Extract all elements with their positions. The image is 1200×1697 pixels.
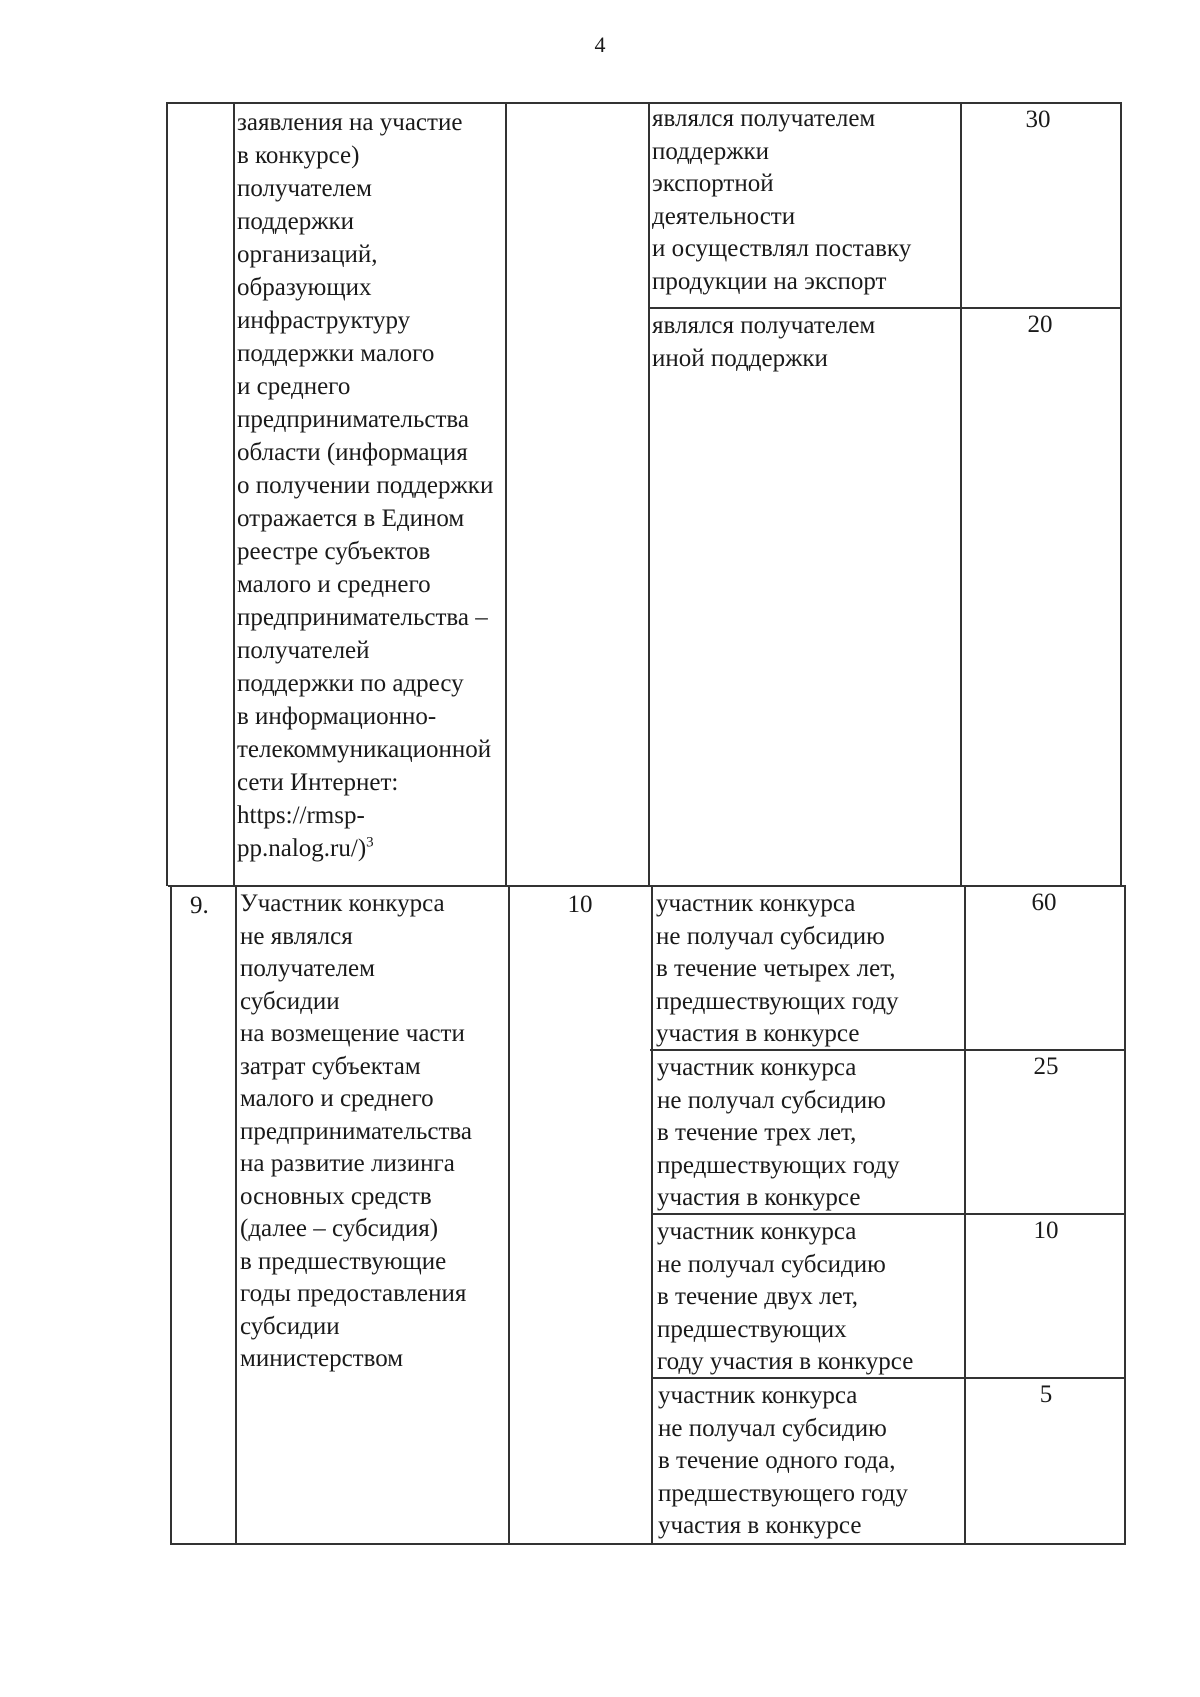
criterion-text: Участник конкурса не являлся получателем субсидии на возмещение части затрат субъектам малого и среднего предпринимательства на развитие лизинга основных средств (далее – субсидия) в предшествующие годы предоставления субсидии министерством [240, 890, 472, 1372]
table-divider [652, 1377, 1125, 1379]
subcriterion-score: 5 [1039, 1381, 1053, 1408]
table-column-line [964, 885, 966, 1545]
table-column-line [233, 102, 235, 886]
subcriterion-score: 60 [1031, 889, 1057, 916]
criterion-text-body: заявления на участие в конкурсе) получателем поддержки организаций, образующих инфраструктуру поддержки малого и среднего предпринимательства области (информация о получении поддержки отражается в Едином реестре субъектов малого и среднего предпринимательства – получателей поддержки по адресу в информационно- телекоммуникационной сети Интернет: https://rmsp- pp.nalog.ru/) [237, 109, 494, 862]
table-divider [168, 885, 1124, 887]
table-column-line [508, 885, 510, 1545]
criterion-text [237, 106, 507, 865]
table-divider [648, 307, 1122, 309]
row-number [172, 103, 230, 153]
subcriterion-text: участник конкурса не получал субсидию в течение трех лет, предшествующих году участия в конкурсе [657, 1054, 900, 1211]
subcriterion-score: 30 [1025, 106, 1051, 133]
page-number: 4 [594, 32, 606, 57]
subcriterion-text: участник конкурса не получал субсидию в течение одного года, предшествующего году участия в конкурсе [658, 1382, 908, 1539]
footnote-marker: 3 [366, 834, 374, 851]
table-column-line [651, 885, 653, 1545]
row-number: 9. [190, 892, 209, 919]
table-border-top [166, 102, 1122, 104]
table-border-bottom [172, 1543, 1126, 1545]
subcriterion-text: являлся получателем иной поддержки [652, 312, 876, 372]
table-column-line [648, 102, 650, 886]
subcriterion-text: участник конкурса не получал субсидию в течение четырех лет, предшествующих году участия в конкурсе [656, 890, 899, 1047]
table-border-right [1120, 102, 1122, 886]
subcriterion-score: 25 [1033, 1053, 1059, 1080]
table-divider [651, 1213, 1124, 1215]
table-divider [650, 1049, 1124, 1051]
table-column-line [235, 885, 237, 1545]
subcriterion-text: участник конкурса не получал субсидию в течение двух лет, предшествующих году участия в конкурсе [657, 1218, 914, 1375]
table-border-left [170, 885, 172, 1545]
table-border-left [166, 102, 168, 886]
subcriterion-score: 10 [1033, 1217, 1059, 1244]
table-column-line [505, 102, 507, 886]
criterion-weight: 10 [567, 891, 593, 918]
subcriterion-text: являлся получателем поддержки экспортной деятельности и осуществлял поставку продукции на экспорт [652, 105, 912, 295]
subcriterion-score: 20 [1027, 311, 1053, 338]
table-column-line [960, 102, 962, 886]
table-border-right [1124, 885, 1126, 1545]
